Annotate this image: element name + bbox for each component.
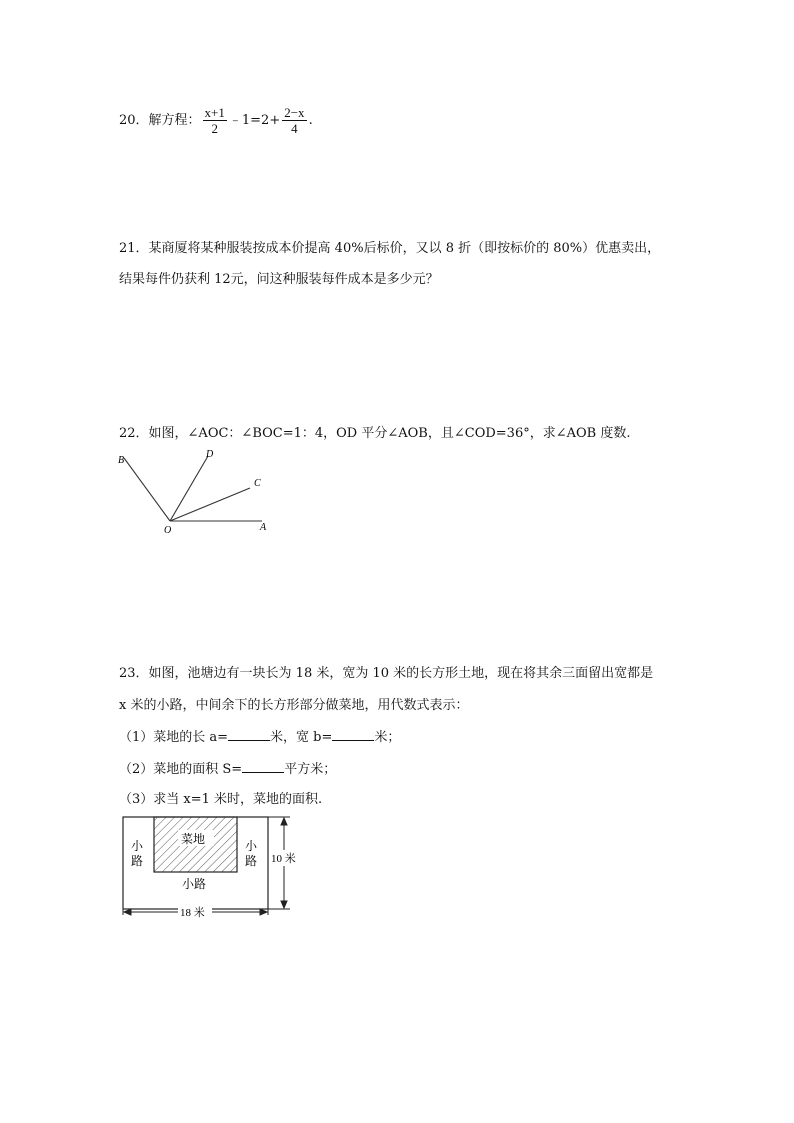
question-20 [119, 105, 313, 136]
fraction-1-numerator: x+1 [204, 105, 225, 120]
garden-label: 菜地 [181, 832, 206, 846]
question-23-part-1 [119, 728, 400, 747]
ray-oc [170, 488, 250, 521]
path-bottom-label: 小路 [182, 877, 207, 891]
path-left-label-1: 小 [131, 839, 144, 853]
path-left-label-2: 路 [131, 854, 144, 868]
fraction-1-denominator: 2 [211, 121, 218, 136]
label-c: C [254, 478, 261, 489]
ray-ob [124, 458, 170, 521]
fraction-2-denominator: 4 [291, 121, 298, 136]
width-label: 18 米 [180, 907, 205, 919]
path-right-label-2: 路 [245, 854, 258, 868]
question-21-line-2: 结果每件仍获利 12元，问这种服装每件成本是多少元？ [119, 272, 439, 287]
label-o: O [164, 525, 172, 536]
question-23-line-2: x 米的小路，中间余下的长方形部分做菜地，用代数式表示： [119, 698, 469, 713]
fraction-1 [203, 105, 227, 136]
path-right-label-1: 小 [245, 839, 258, 853]
question-21-line-1: 21．某商厦将某种服装按成本价提高 40%后标价，又以 8 折（即按标价的 80%）优惠卖出， [119, 241, 661, 256]
blank-a [228, 728, 270, 741]
fraction-2-numerator: 2−x [284, 105, 305, 120]
part-1-text-a: （1）菜地的长 a= [119, 730, 229, 745]
question-22: 22．如图，∠AOC：∠BOC=1：4，OD 平分∠AOB，且∠COD=36°，求∠AOB 度数. [119, 426, 631, 441]
label-d: D [206, 449, 214, 460]
blank-b [332, 728, 374, 741]
question-23-part-3: （3）求当 x=1 米时，菜地的面积. [119, 792, 323, 807]
question-23-part-2 [119, 760, 336, 779]
label-a: A [260, 522, 267, 533]
part-1-text-c: 米； [374, 730, 401, 745]
part-2-text-a: （2）菜地的面积 S= [119, 762, 243, 777]
q20-prefix: 20．解方程： [119, 113, 201, 128]
question-23-line-1: 23．如图，池塘边有一块长为 18 米，宽为 10 米的长方形土地，现在将其余三面留出宽都是 [119, 666, 654, 681]
part-2-text-b: 平方米； [284, 762, 337, 777]
ray-od [170, 456, 208, 521]
label-b: B [118, 455, 125, 466]
part-1-text-b: 米，宽 b= [270, 730, 333, 745]
height-label: 10 米 [271, 853, 296, 865]
q20-middle: ﹣1=2+ [228, 113, 281, 128]
fraction-2 [282, 105, 306, 136]
garden-figure [118, 814, 308, 919]
q20-end: . [308, 113, 313, 128]
angle-figure [112, 446, 282, 536]
blank-s [242, 760, 284, 773]
